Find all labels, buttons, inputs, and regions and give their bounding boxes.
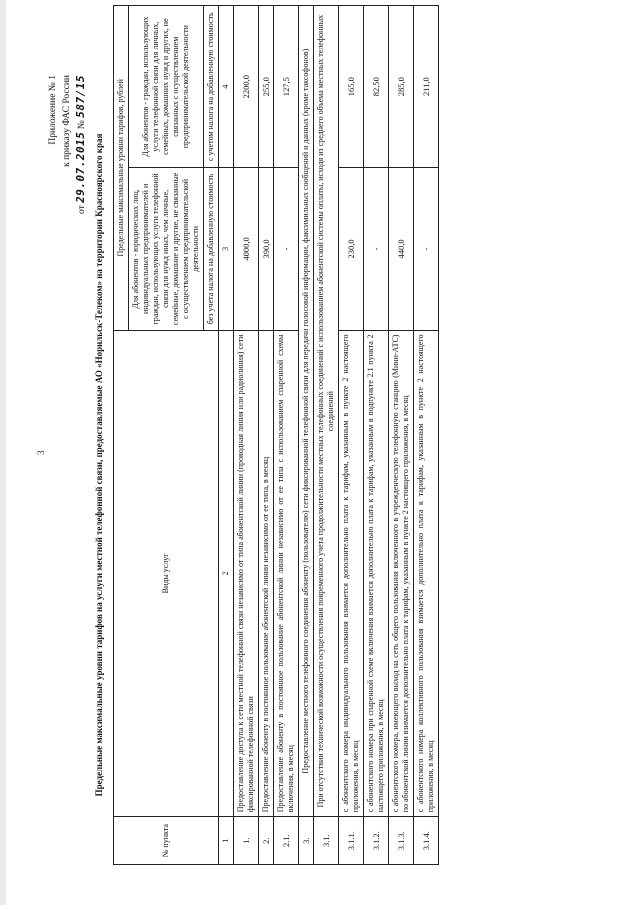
appendix-block (46, 75, 89, 335)
row-service: с абонентского номера индивидуального пользования взимается дополнительно плата к тарифам, указанным в пункте 2 настоящего приложения, в месяц (339, 330, 364, 817)
row-price-legal: 4000,0 (234, 168, 259, 330)
handwritten-order-number: 587/15 (74, 75, 87, 118)
row-number: 2.1. (274, 817, 299, 865)
document-title: Предельные максимальные уровни тарифов на услуги местной телефонной связи, предоставляемые АО «Норильск-Телеком» на территории Красноярского края (94, 133, 104, 797)
row-service: с абонентского номера, имеющего выход на сеть общего пользования включенного в учрежденческую телефонную станцию (Мини-АТС) по абонентской линии взимается дополнительно плата к тарифам, указанным в пункте 2 настоящего приложения, в месяц (389, 330, 414, 817)
row-number: 2. (259, 817, 274, 865)
header-legal-entities: Для абонентов - юридических лиц, индивидуальных предпринимателей и граждан, использующих услуги телефонной связи для нужд иных, чем личные, семейные, домашние и другие, не связанные с осуществлением предпринимательской деятельности (129, 168, 204, 330)
row-price-legal: 390,0 (259, 168, 274, 330)
row-price-legal: - (274, 168, 299, 330)
table-body (234, 6, 439, 865)
row-service: с абонентского номера при спаренной схеме включения взимается дополнительно плата к тарифам, указанным в подпункте 2.1 пункта 2 настоящего приложения, в месяц (364, 330, 389, 817)
row-number: 3.1.4. (414, 817, 439, 865)
appendix-prefix: от (77, 205, 87, 214)
appendix-order-line (74, 75, 89, 335)
header-service: Виды услуг (114, 330, 219, 817)
header-tariffs: Предельные максимальные уровни тарифов, рублей (114, 6, 129, 331)
row-price-citizens: 165,0 (339, 6, 364, 168)
appendix-line2: к приказу ФАС России (62, 75, 72, 167)
table-row (389, 6, 414, 865)
row-price-legal: - (364, 168, 389, 330)
row-service: Предоставление абоненту в постоянное пользование абонентской линии независимо от ее типа с использованием спаренной схемы включения, в месяц (274, 330, 299, 817)
row-service: Предоставление абоненту в постоянное пользование абонентской линии независимо от ее типа, в месяц (259, 330, 274, 817)
subheader-with-vat: с учетом налога на добавленную стоимость (204, 6, 219, 168)
row-number: 3.1.3. (389, 817, 414, 865)
row-number: 3.1.1. (339, 817, 364, 865)
page-number: 3 (36, 450, 46, 455)
row-section-heading: Предоставление местного телефонного соединения абоненту (пользователю) сети фиксированной телефонной связи для передачи голосовой информации, факсимильных сообщений и данных (кроме таксофонов) (299, 6, 314, 817)
row-service: с абонентского номера коллективного пользования взимается дополнительно плата к тарифам, указанным в пункте 2 настоящего приложения, в месяц (414, 330, 439, 817)
row-price-legal: - (414, 168, 439, 330)
appendix-line1: Приложение № 1 (48, 75, 58, 145)
row-section-heading: При отсутствии технической возможности осуществления повременного учета продолжительности местных телефонных соединений с использованием абонентской системы оплаты, исходя из среднего объема местных телефонных соединений (314, 6, 339, 817)
table-row (364, 6, 389, 865)
table-row (414, 6, 439, 865)
row-price-citizens: 82,50 (364, 6, 389, 168)
header-citizens: Для абонентов - граждан, использующих услуги телефонной связи для личных, семейных, домашних нужд и других, не связанных с осуществлением предпринимательской деятельности (129, 6, 204, 168)
row-price-legal: 440,0 (389, 168, 414, 330)
row-service: Предоставление доступа к сети местной телефонной связи независимо от типа абонентской линии (проводная линия или радиолиния) сети фиксированной телефонной связи (234, 330, 259, 817)
row-price-citizens: 285,0 (389, 6, 414, 168)
row-number: 3. (299, 817, 314, 865)
row-number: 3.1.2. (364, 817, 389, 865)
subheader-without-vat: без учета налога на добавленную стоимость (204, 168, 219, 330)
row-price-citizens: 2200,0 (234, 6, 259, 168)
table-row (274, 6, 299, 865)
scan-shadow (0, 0, 6, 905)
header-number: № пункта (114, 817, 219, 865)
table-row (339, 6, 364, 865)
row-price-legal: 230,0 (339, 168, 364, 330)
index-cell: 1 (219, 817, 234, 865)
row-number: 3.1. (314, 817, 339, 865)
tariff-table (113, 5, 439, 865)
table-row (299, 6, 314, 865)
index-cell: 3 (219, 168, 234, 330)
handwritten-date: 29.07.2015 (74, 131, 87, 203)
table-row (234, 6, 259, 865)
table-row (259, 6, 274, 865)
row-price-citizens: 127,5 (274, 6, 299, 168)
index-cell: 2 (219, 330, 234, 817)
row-price-citizens: 211,0 (414, 6, 439, 168)
appendix-no-label: № (77, 120, 87, 130)
row-number: 1. (234, 817, 259, 865)
index-cell: 4 (219, 6, 234, 168)
row-price-citizens: 255,0 (259, 6, 274, 168)
table-row (314, 6, 339, 865)
